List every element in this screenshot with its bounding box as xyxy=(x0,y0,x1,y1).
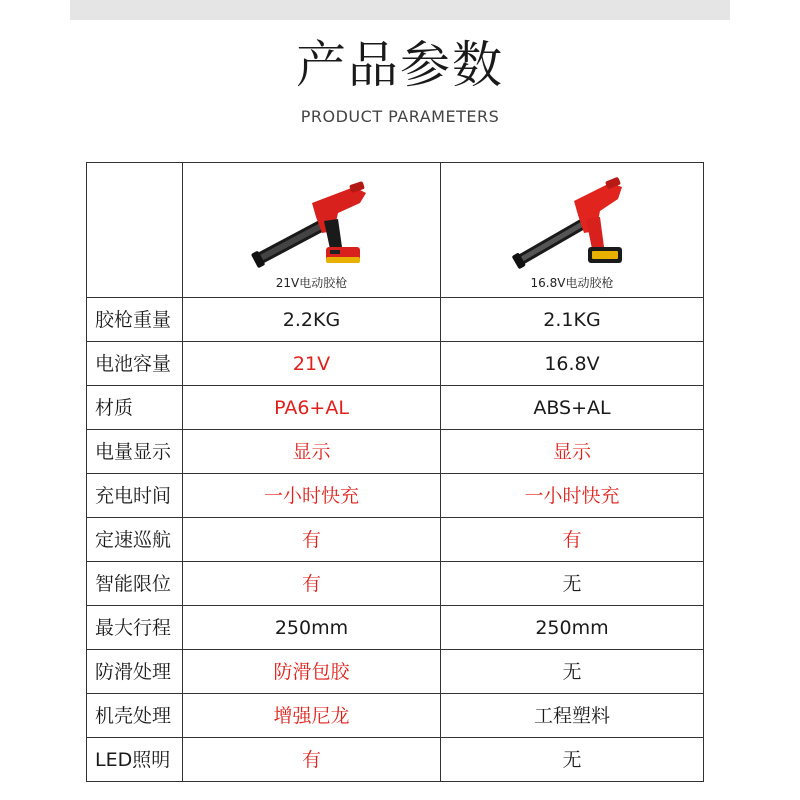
row-label: 防滑处理 xyxy=(87,650,183,694)
glue-gun-21v-image xyxy=(242,173,382,273)
row-label: 智能限位 xyxy=(87,562,183,606)
glue-gun-16v-image xyxy=(502,173,642,273)
row-label: 机壳处理 xyxy=(87,694,183,738)
value-16v: 工程塑料 xyxy=(441,694,704,738)
table-row xyxy=(87,606,704,650)
value-21v: 有 xyxy=(183,518,441,562)
header-empty-cell xyxy=(87,163,183,298)
table-row xyxy=(87,474,704,518)
value-16v: 无 xyxy=(441,562,704,606)
product-21v-cell xyxy=(183,163,441,298)
row-label: LED照明 xyxy=(87,738,183,782)
table-row xyxy=(87,342,704,386)
value-21v: PA6+AL xyxy=(183,386,441,430)
product-21v-caption: 21V电动胶枪 xyxy=(275,276,348,290)
table-row xyxy=(87,738,704,782)
table-row xyxy=(87,694,704,738)
value-16v: 无 xyxy=(441,650,704,694)
row-label: 定速巡航 xyxy=(87,518,183,562)
value-16v: 一小时快充 xyxy=(441,474,704,518)
value-21v: 21V xyxy=(183,342,441,386)
row-label: 胶枪重量 xyxy=(87,298,183,342)
value-21v: 有 xyxy=(183,738,441,782)
value-21v: 显示 xyxy=(183,430,441,474)
product-16v-caption: 16.8V电动胶枪 xyxy=(530,276,614,290)
table-row xyxy=(87,298,704,342)
value-21v: 一小时快充 xyxy=(183,474,441,518)
value-16v: ABS+AL xyxy=(441,386,704,430)
value-16v: 无 xyxy=(441,738,704,782)
table-row xyxy=(87,518,704,562)
value-21v: 250mm xyxy=(183,606,441,650)
table-row xyxy=(87,430,704,474)
page-title: 产品参数 xyxy=(296,36,504,94)
table-header-row xyxy=(87,163,704,298)
value-21v: 增强尼龙 xyxy=(183,694,441,738)
value-16v: 2.1KG xyxy=(441,298,704,342)
table-row xyxy=(87,562,704,606)
value-16v: 显示 xyxy=(441,430,704,474)
value-21v: 有 xyxy=(183,562,441,606)
table-row xyxy=(87,386,704,430)
value-21v: 防滑包胶 xyxy=(183,650,441,694)
row-label: 充电时间 xyxy=(87,474,183,518)
product-16v-cell xyxy=(441,163,704,298)
value-16v: 有 xyxy=(441,518,704,562)
table-row xyxy=(87,650,704,694)
value-16v: 16.8V xyxy=(441,342,704,386)
page-subtitle: PRODUCT PARAMETERS xyxy=(300,107,500,126)
value-16v: 250mm xyxy=(441,606,704,650)
top-banner-strip xyxy=(70,0,730,20)
row-label: 最大行程 xyxy=(87,606,183,650)
parameters-table xyxy=(86,162,704,782)
row-label: 电池容量 xyxy=(87,342,183,386)
row-label: 电量显示 xyxy=(87,430,183,474)
value-21v: 2.2KG xyxy=(183,298,441,342)
row-label: 材质 xyxy=(87,386,183,430)
